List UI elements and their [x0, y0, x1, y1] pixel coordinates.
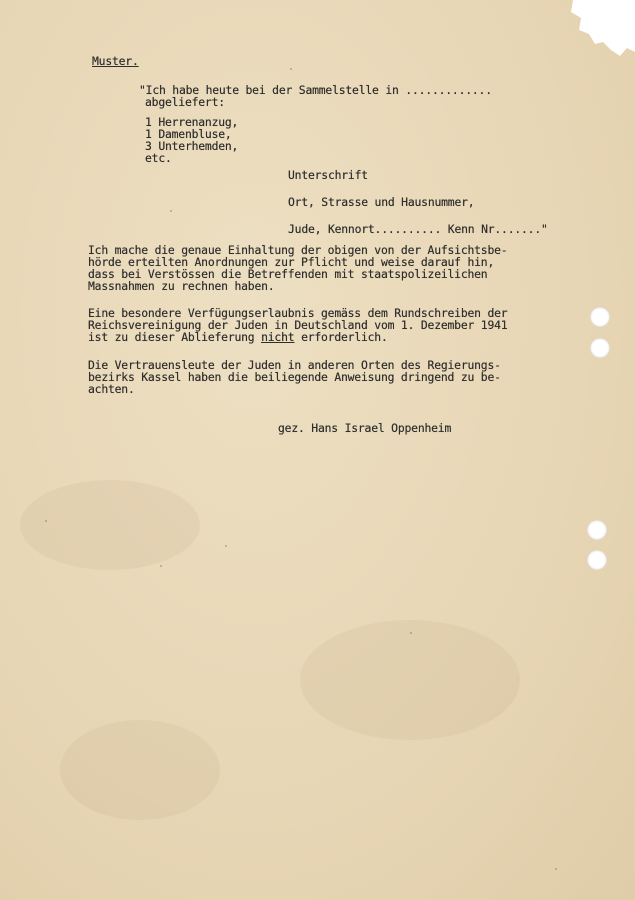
document-heading: Muster.	[92, 54, 139, 68]
list-item: etc.	[145, 151, 172, 165]
paper-speck	[225, 545, 227, 547]
paragraph-2-line: Eine besondere Verfügungserlaubnis gemäss dem Rundschreiben der	[88, 306, 508, 320]
punch-hole	[590, 338, 610, 358]
paragraph-1-line: Ich mache die genaue Einhaltung der obigen von der Aufsichtsbe-	[88, 243, 508, 257]
address-label: Ort, Strasse und Hausnummer,	[288, 195, 475, 209]
paper-speck	[410, 632, 412, 634]
paper-speck	[160, 565, 162, 567]
paper-stain	[60, 720, 220, 820]
paragraph-3-line: bezirks Kassel haben die beiliegende Anweisung dringend zu be-	[88, 370, 501, 384]
paragraph-1-line: Massnahmen zu rechnen haben.	[88, 279, 275, 293]
paragraph-2-line	[88, 332, 388, 343]
paper-stain	[20, 480, 200, 570]
quote-line-2: abgeliefert:	[145, 95, 225, 109]
paragraph-1-line: dass bei Verstössen die Betreffenden mit staatspolizeilichen	[88, 267, 488, 281]
paper-speck	[290, 68, 292, 70]
paper-speck	[45, 520, 47, 522]
list-item: 1 Herrenanzug,	[145, 115, 239, 129]
punch-hole	[587, 550, 607, 570]
emphasis-nicht: nicht	[261, 330, 295, 344]
punch-hole	[587, 520, 607, 540]
paragraph-1-line: hörde erteilten Anordnungen zur Pflicht und weise darauf hin,	[88, 255, 495, 269]
signature: gez. Hans Israel Oppenheim	[278, 421, 452, 435]
paragraph-3-line: achten.	[88, 382, 135, 396]
paper-speck	[170, 210, 172, 212]
list-item: 3 Unterhemden,	[145, 139, 239, 153]
paragraph-2-text: ist zu dieser Ablieferung	[88, 330, 262, 344]
paragraph-2-text: erforderlich.	[294, 330, 388, 344]
punch-hole	[590, 307, 610, 327]
paragraph-3-line: Die Vertrauensleute der Juden in anderen Orten des Regierungs-	[88, 358, 501, 372]
signature-label: Unterschrift	[288, 168, 368, 182]
torn-corner	[565, 0, 635, 60]
list-item: 1 Damenbluse,	[145, 127, 232, 141]
id-line: Jude, Kennort.......... Kenn Nr......."	[288, 222, 548, 236]
paper-speck	[555, 868, 557, 870]
paragraph-2-line: Reichsvereinigung der Juden in Deutschland vom 1. Dezember 1941	[88, 318, 508, 332]
paper-stain	[300, 620, 520, 740]
quote-line-1: "Ich habe heute bei der Sammelstelle in .............	[139, 83, 492, 97]
